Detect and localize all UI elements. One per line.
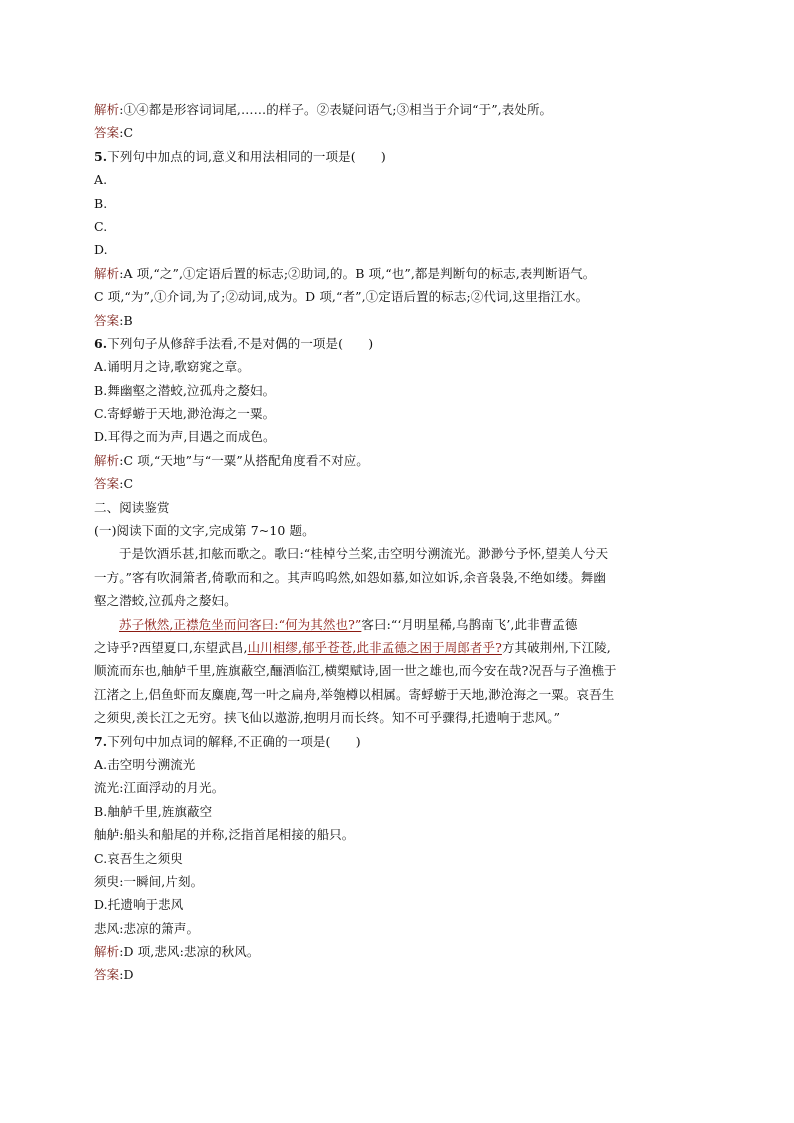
q7-option-c: C.哀吾生之须臾 bbox=[94, 850, 183, 866]
passage-p2-line3: 顺流而东也,舳舻千里,旌旗蔽空,酾酒临江,横槊赋诗,固一世之雄也,而今安在哉?况吾与子渔樵于 bbox=[94, 663, 617, 679]
analysis-text: :D 项,悲风:悲凉的秋风。 bbox=[119, 944, 260, 960]
answer-text: :B bbox=[119, 312, 133, 328]
passage-p2-line2 bbox=[94, 636, 700, 659]
q5-analysis-line2: C 项,“为”,①介词,为了;②动词,成为。D 项,“者”,①定语后置的标志;②代词,这里指江水。 bbox=[94, 289, 589, 305]
passage-p2-line5: 之须臾,羡长江之无穷。挟飞仙以遨游,抱明月而长终。知不可乎骤得,托遗响于悲风。” bbox=[94, 710, 561, 726]
analysis-text: :①④都是形容词词尾,……的样子。②表疑问语气;③相当于介词“于”,表处所。 bbox=[119, 102, 553, 117]
q7-option-d-explanation: 悲风:悲凉的箫声。 bbox=[94, 920, 200, 936]
q6-option-d: D.耳得之而为声,目遇之而成色。 bbox=[94, 429, 276, 445]
question-text: 下列句中加点词的解释,不正确的一项是( ) bbox=[107, 733, 361, 749]
passage-p2-line1 bbox=[94, 613, 700, 636]
q5-option-d: D. bbox=[94, 242, 108, 258]
q5-option-c: C. bbox=[94, 218, 108, 234]
q7-option-c-explanation: 须臾:一瞬间,片刻。 bbox=[94, 873, 204, 889]
q7-option-a-explanation: 流光:江面浮动的月光。 bbox=[94, 780, 225, 796]
highlighted-sentence: 苏子愀然,正襟危坐而问客曰:“何为其然也?” bbox=[119, 616, 362, 632]
q5-option-b: B. bbox=[94, 195, 108, 211]
q6-option-a: A.诵明月之诗,歌窈窕之章。 bbox=[94, 359, 250, 375]
q6-answer bbox=[94, 472, 700, 495]
answer-text: :D bbox=[119, 967, 134, 983]
q4-answer bbox=[94, 121, 700, 144]
q6-stem bbox=[94, 332, 700, 355]
passage-p1-line2: 一方。”客有吹洞箫者,倚歌而和之。其声呜呜然,如怨如慕,如泣如诉,余音袅袅,不绝如缕。舞幽 bbox=[94, 569, 607, 585]
passage-text: 之诗乎?西望夏口,东望武昌, bbox=[94, 639, 248, 655]
analysis-label: 解析 bbox=[94, 102, 120, 117]
answer-label: 答案 bbox=[94, 312, 120, 328]
document-page bbox=[94, 98, 700, 987]
passage-p2-line4: 江渚之上,侣鱼虾而友麋鹿,驾一叶之扁舟,举匏樽以相属。寄蜉蝣于天地,渺沧海之一粟。哀吾生 bbox=[94, 686, 615, 702]
section-title: 二、阅读鉴赏 bbox=[94, 499, 170, 515]
answer-text: :C bbox=[119, 476, 134, 492]
question-number: 5. bbox=[94, 148, 108, 164]
passage-text: 方其破荆州,下江陵, bbox=[501, 639, 611, 655]
answer-text: :C bbox=[119, 125, 134, 141]
analysis-label: 解析 bbox=[94, 265, 120, 281]
question-number: 7. bbox=[94, 733, 108, 749]
q5-option-a: A. bbox=[94, 172, 108, 188]
question-text: 下列句子从修辞手法看,不是对偶的一项是( ) bbox=[107, 335, 374, 351]
q4-analysis bbox=[94, 98, 700, 121]
q6-option-c: C.寄蜉蝣于天地,渺沧海之一粟。 bbox=[94, 406, 276, 422]
answer-label: 答案 bbox=[94, 476, 120, 492]
q7-answer bbox=[94, 963, 700, 986]
q5-answer bbox=[94, 309, 700, 332]
question-number: 6. bbox=[94, 335, 108, 351]
q7-stem bbox=[94, 730, 700, 753]
analysis-text: :A 项,“之”,①定语后置的标志;②助词,的。B 项,“也”,都是判断句的标志,表判断语气。 bbox=[119, 265, 596, 281]
q6-analysis bbox=[94, 449, 700, 472]
q7-option-a: A.击空明兮溯流光 bbox=[94, 756, 196, 772]
section-instructions: (一)阅读下面的文字,完成第 7~10 题。 bbox=[94, 523, 315, 539]
analysis-label: 解析 bbox=[94, 944, 120, 960]
answer-label: 答案 bbox=[94, 967, 120, 983]
passage-p1-line1: 于是饮酒乐甚,扣舷而歌之。歌曰:“桂棹兮兰桨,击空明兮溯流光。渺渺兮予怀,望美人兮天 bbox=[119, 546, 609, 562]
passage-p1-line3: 壑之潜蛟,泣孤舟之嫠妇。 bbox=[94, 593, 237, 609]
q7-analysis bbox=[94, 940, 700, 963]
q5-stem bbox=[94, 145, 700, 168]
q5-analysis-line1 bbox=[94, 262, 700, 285]
passage-text: 客曰:“‘月明星稀,乌鹊南飞’,此非曹孟德 bbox=[361, 616, 578, 632]
q7-option-d: D.托遗响于悲风 bbox=[94, 897, 184, 913]
q7-option-b: B.舳舻千里,旌旗蔽空 bbox=[94, 803, 213, 819]
analysis-text: :C 项,“天地”与“一粟”从搭配角度看不对应。 bbox=[119, 452, 369, 468]
highlighted-sentence: 山川相缪,郁乎苍苍,此非孟德之困于周郎者乎? bbox=[247, 639, 502, 655]
q7-option-b-explanation: 舳舻:船头和船尾的并称,泛指首尾相接的船只。 bbox=[94, 827, 355, 843]
answer-label: 答案 bbox=[94, 125, 120, 141]
analysis-label: 解析 bbox=[94, 452, 120, 468]
question-text: 下列句中加点的词,意义和用法相同的一项是( ) bbox=[107, 148, 386, 164]
q6-option-b: B.舞幽壑之潜蛟,泣孤舟之嫠妇。 bbox=[94, 382, 276, 398]
